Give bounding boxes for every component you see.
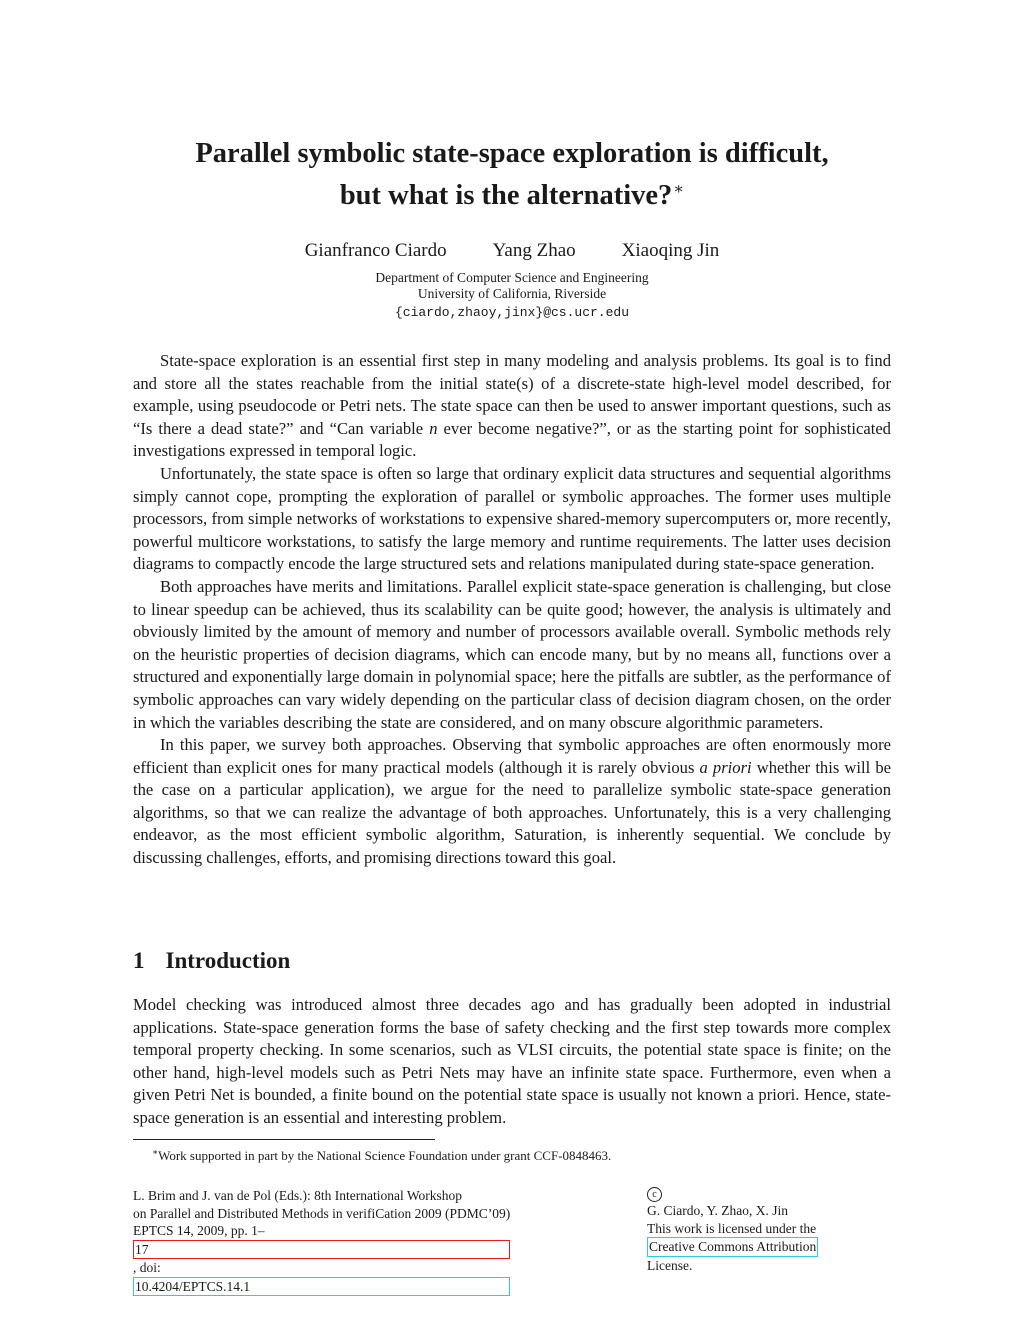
author-name: Yang Zhao	[492, 240, 576, 261]
abstract-paragraph-4	[133, 734, 891, 870]
title-line-2-text: but what is the alternative?	[339, 180, 673, 211]
copyright-line	[647, 1187, 818, 1220]
pub-line-3	[133, 1222, 510, 1296]
abstract-p1-text-b: ever become negative?”, or as the starting point for sophisticated investigations expressed in temporal logic.	[133, 418, 891, 461]
abstract-paragraph-3: Both approaches have merits and limitations. Parallel explicit state-space generation is challenging, but close to linear speedup can be achieved, thus its scalability can be quite good; however, the analysis is ultimately and obviously limited by the amount of memory and number of processors available overall. Symbolic methods rely on the heuristic properties of decision diagrams, which can encode many, but by no means all, functions over a structured and exponentially large domain in polynomial space; here the pitfalls are subtler, as the performance of symbolic approaches can vary widely depending on the particular class of decision diagram chosen, on the order in which the variables describing the state are considered, and on many obscure algorithmic parameters.	[133, 576, 891, 732]
license-suffix: License.	[647, 1257, 693, 1273]
abstract-p1-text-a: State-space exploration is an essential first step in many modeling and analysis problems. Its goal is to find and store all the states reachable from the initial state(s) of a discrete-state high-level model described, for example, using pseudocode or Petri nets. The state space can then be used to answer important questions, such as “Is there a dead state?” and “Can variable	[133, 351, 891, 438]
title-footnote-marker: ∗	[673, 181, 685, 198]
last-page-link[interactable]: 17	[133, 1240, 510, 1260]
abstract-p4-text-a: In this paper, we survey both approaches. Observing that symbolic approaches are often enormously more efficient than explicit ones for many practical models (although it is rarely obvious	[133, 735, 891, 777]
license-info	[647, 1187, 818, 1274]
footnote-marker: ∗	[152, 1147, 159, 1157]
section-heading	[133, 948, 290, 974]
author-list	[0, 240, 1024, 262]
affiliation	[0, 270, 1024, 302]
university: University of California, Riverside	[417, 286, 607, 301]
pages-prefix: EPTCS 14, 2009, pp. 1–	[133, 1223, 265, 1238]
department: Department of Computer Science and Engineering	[375, 270, 649, 285]
author-email: {ciardo,zhaoy,jinx}@cs.ucr.edu	[394, 305, 630, 320]
paper-title	[0, 136, 1024, 214]
introduction-paragraph: Model checking was introduced almost three decades ago and has gradually been adopted in industrial applications. State-space generation forms the base of safety checking and the first step towards more complex temporal property checking. In some scenarios, such as VLSI circuits, the potential state space is finite; on the other hand, high-level models such as Petri Nets may have an infinite state space. Furthermore, even when a given Petri Net is bounded, a finite bound on the potential state space is usually not known a priori. Hence, state-space generation is an essential and interesting problem.	[133, 995, 891, 1127]
license-link[interactable]: Creative Commons Attribution	[647, 1237, 818, 1257]
pub-line-2: on Parallel and Distributed Methods in verifiCation 2009 (PDMC’09)	[133, 1205, 511, 1221]
abstract	[133, 350, 891, 870]
a-priori-term: a priori	[699, 757, 752, 777]
title-line-2	[0, 172, 1024, 214]
footnote	[152, 1144, 611, 1164]
author-name: Gianfranco Ciardo	[304, 240, 447, 261]
title-line-1: Parallel symbolic state-space exploration is difficult,	[195, 138, 829, 169]
abstract-p4-text-b: whether this will be the case on a particular application), we argue for the need to parallelize symbolic state-space generation algorithms, so that we can realize the advantage of both approaches. Unfortunately, this is a very challenging endeavor, as the most efficient symbolic algorithm, Saturation, is inherently sequential. We conclude by discussing challenges, efforts, and promising directions toward this goal.	[133, 757, 891, 868]
footnote-divider	[133, 1139, 435, 1140]
author-name: Xiaoqing Jin	[621, 240, 720, 261]
copyright-icon: c	[647, 1187, 662, 1202]
copyright-holders: G. Ciardo, Y. Zhao, X. Jin	[647, 1203, 788, 1218]
doi-link[interactable]: 10.4204/EPTCS.14.1	[133, 1277, 510, 1297]
section-title: Introduction	[165, 948, 291, 973]
license-line: This work is licensed under the	[647, 1220, 817, 1236]
license-name-line	[647, 1237, 818, 1274]
abstract-paragraph-2: Unfortunately, the state space is often so large that ordinary explicit data structures and sequential algorithms simply cannot cope, prompting the exploration of parallel or symbolic approaches. The former uses multiple processors, from simple networks of workstations to expensive shared-memory supercomputers or, more recently, powerful multicore workstations, to satisfy the large memory and runtime requirements. The latter uses decision diagrams to compactly encode the large structured sets and relations manipulated during state-space generation.	[133, 463, 891, 574]
section-number: 1	[133, 948, 145, 973]
pub-line-1: L. Brim and J. van de Pol (Eds.): 8th International Workshop	[133, 1188, 462, 1203]
variable-n: n	[429, 418, 438, 438]
doi-prefix: , doi:	[133, 1260, 161, 1275]
abstract-paragraph-1	[133, 350, 891, 463]
publication-info	[133, 1187, 510, 1296]
footnote-text: Work supported in part by the National Science Foundation under grant CCF-0848463.	[158, 1148, 612, 1163]
